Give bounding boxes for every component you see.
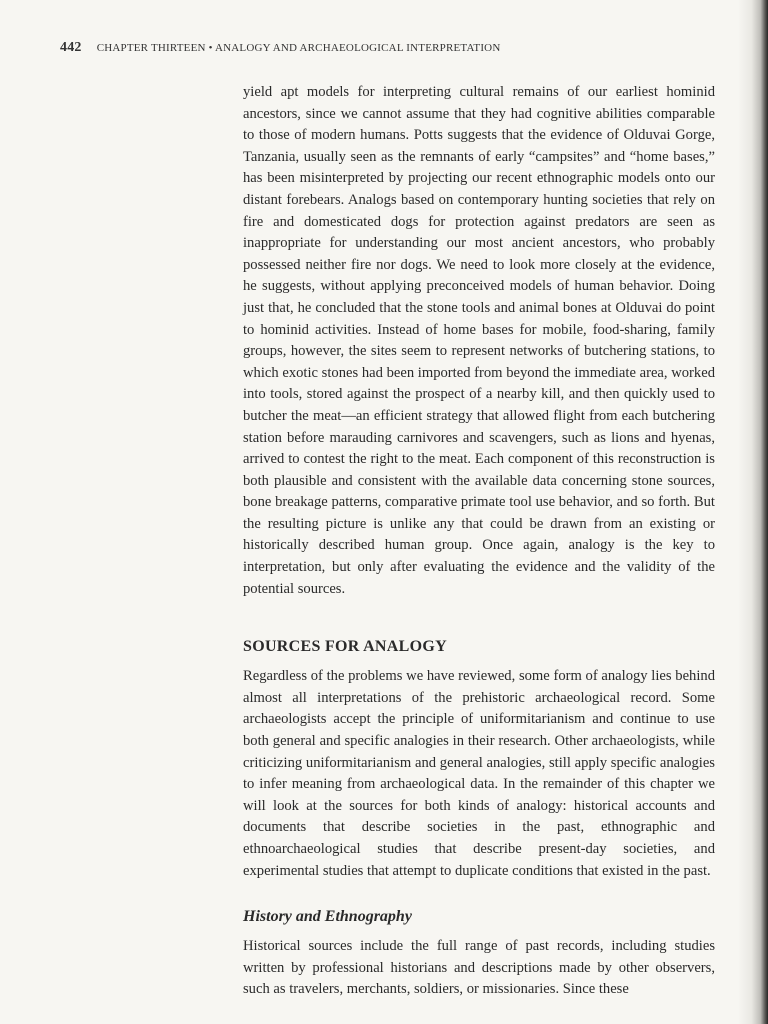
body-paragraph-2: Regardless of the problems we have reviewed, some form of analogy lies behind almost all interpretations of the prehistoric archaeological record. Some archaeologists accept the principle of uniformitarianism and continue to use both general and specific analogies in their research. Other archaeologists, while criticizing uniformitarianism and general analogies, still apply specific analogies to infer meaning from archaeological data. In the remainder of this chapter we will look at the sources for both kinds of analogy: historical accounts and documents that describe societies in the past, ethnographic and ethnoarchaeological studies that describe present-day societies, and experimental studies that attempt to duplicate conditions that existed in the past.	[243, 668, 715, 879]
section-heading-sources-for-analogy: SOURCES FOR ANALOGY	[243, 638, 447, 656]
chapter-title: CHAPTER THIRTEEN • ANALOGY AND ARCHAEOLOGICAL INTERPRETATION	[96, 42, 501, 54]
binding-gutter-shadow	[738, 0, 768, 1024]
text-block	[243, 82, 715, 1001]
body-paragraph-3: Historical sources include the full range of past records, including studies written by professional historians and descriptions made by other observers, such as travelers, merchants, soldiers, or missionaries. Since these	[243, 938, 715, 998]
body-paragraph-1: yield apt models for interpreting cultural remains of our earliest hominid ancestors, since we cannot assume that they had cognitive abilities comparable to those of modern humans. Potts suggests that the evidence of Olduvai Gorge, Tanzania, usually seen as the remnants of early “campsites” and “home bases,” has been misinterpreted by projecting our recent ethnographic models onto our distant forebears. Analogs based on contemporary hunting societies that rely on fire and domesticated dogs for protection against predators are seen as inappropriate for understanding our most ancient ancestors, who probably possessed neither fire nor dogs. We need to look more closely at the evidence, he suggests, without applying preconceived models of human behavior. Doing just that, he concluded that the stone tools and animal bones at Olduvai do point to hominid activities. Instead of home bases for mobile, food-sharing, family groups, however, the sites seem to represent networks of butchering stations, to which exotic stones had been imported from beyond the immediate area, worked into tools, stored against the prospect of a nearby kill, and then quickly used to butcher the meat—an efficient strategy that allowed flight from each butchering station before marauding carnivores and scavengers, such as lions and hyenas, arrived to contest the right to the meat. Each component of this reconstruction is both plausible and consistent with the available data concerning stone sources, bone breakage patterns, comparative primate tool use behavior, and so forth. But the resulting picture is unlike any that could be drawn from an existing or historically described human group. Once again, analogy is the key to interpretation, but only after evaluating the evidence and the validity of the potential sources.	[243, 84, 715, 597]
page-number: 442	[60, 40, 82, 55]
running-head	[60, 40, 720, 56]
subsection-heading-history-and-ethnography: History and Ethnography	[243, 908, 412, 926]
